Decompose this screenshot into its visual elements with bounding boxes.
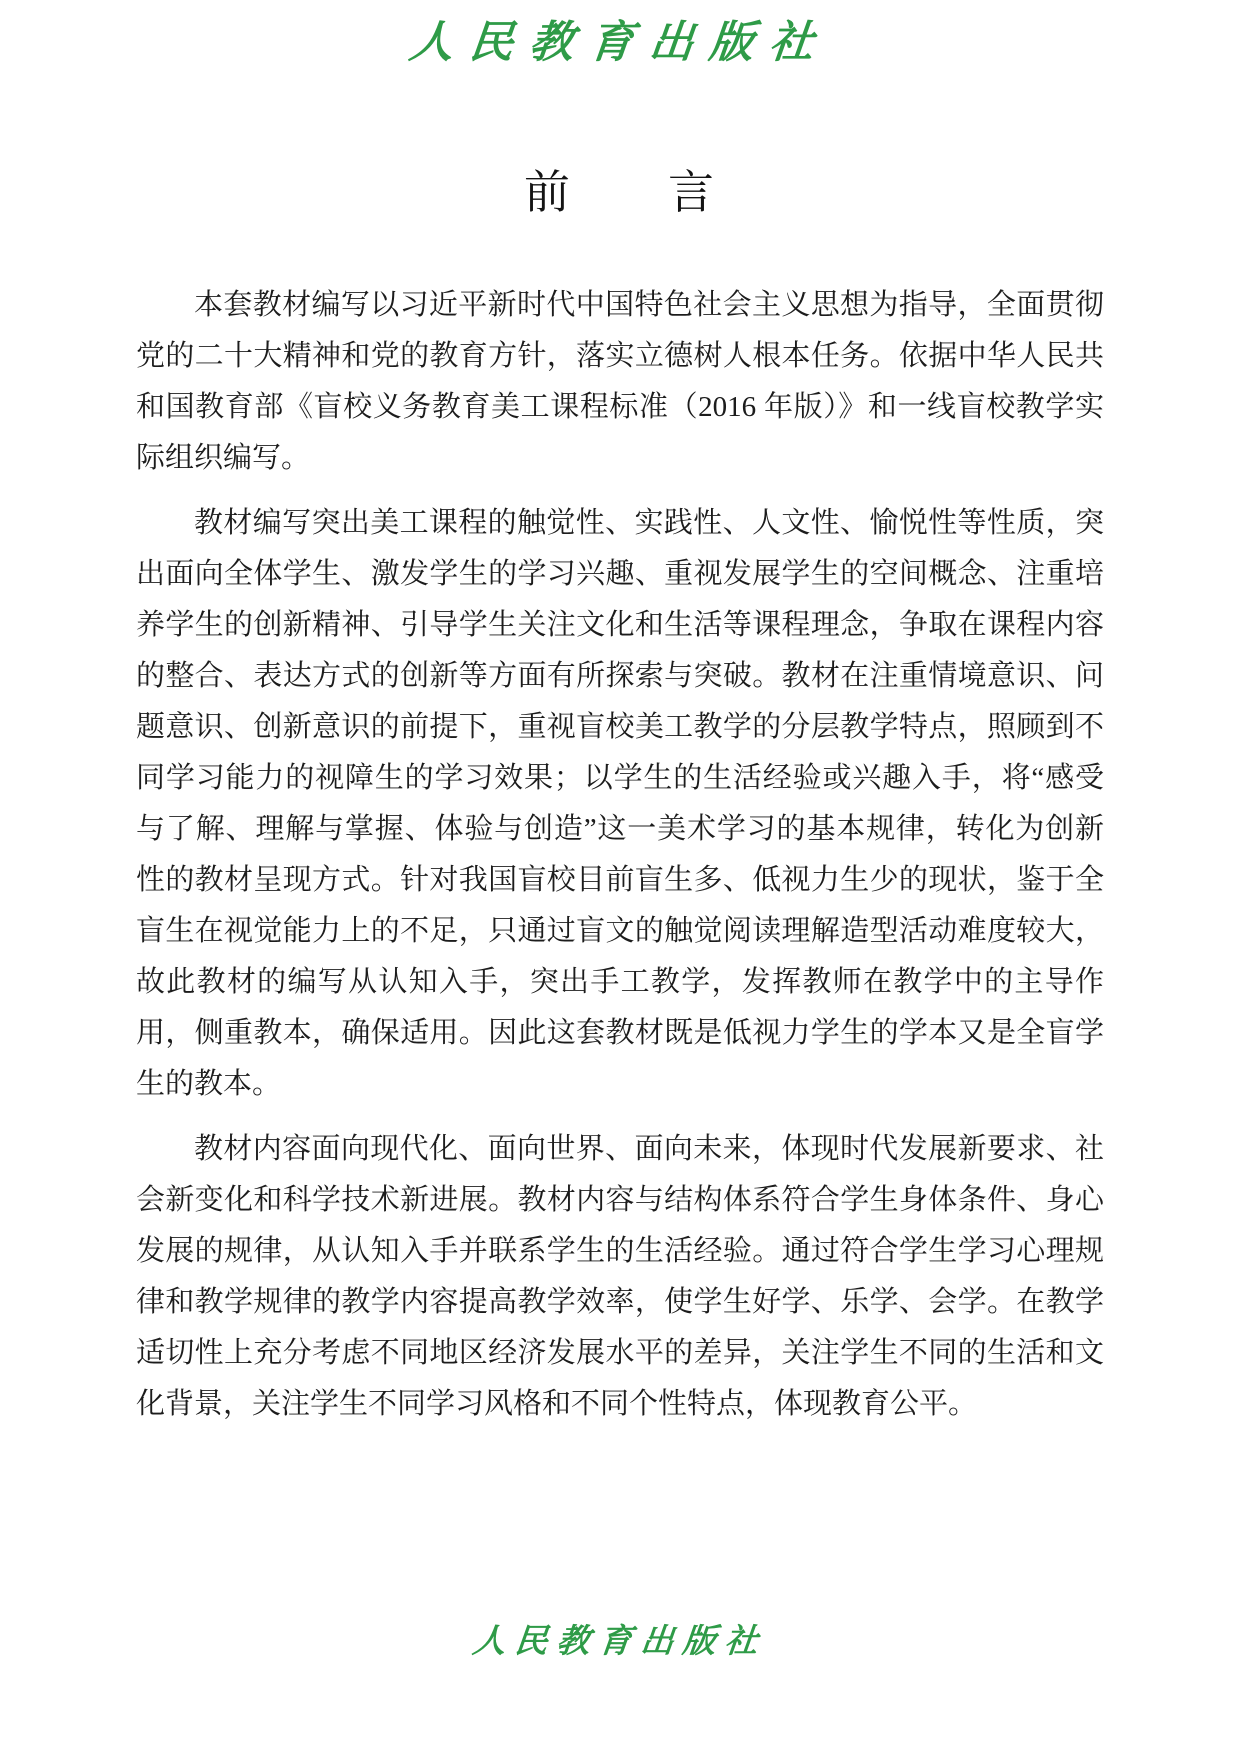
paragraph-1: 本套教材编写以习近平新时代中国特色社会主义思想为指导，全面贯彻党的二十大精神和党的教育方针，落实立德树人根本任务。依据中华人民共和国教育部《盲校义务教育美工课程标准（2016 年版）》和一线盲校教学实际组织编写。 (136, 289, 1104, 474)
preface-body (136, 280, 1104, 1430)
paragraph-2: 教材编写突出美工课程的触觉性、实践性、人文性、愉悦性等性质，突出面向全体学生、激发学生的学习兴趣、重视发展学生的空间概念、注重培养学生的创新精神、引导学生关注文化和生活等课程理念，争取在课程内容的整合、表达方式的创新等方面有所探索与突破。教材在注重情境意识、问题意识、创新意识的前提下，重视盲校美工教学的分层教学特点，照顾到不同学习能力的视障生的学习效果；以学生的生活经验或兴趣入手，将“感受与了解、理解与掌握、体验与创造”这一美术学习的基本规律，转化为创新性的教材呈现方式。针对我国盲校目前盲生多、低视力生少的现状，鉴于全盲生在视觉能力上的不足，只通过盲文的触觉阅读理解造型活动难度较大，故此教材的编写从认知入手，突出手工教学，发挥教师在教学中的主导作用，侧重教本，确保适用。因此这套教材既是低视力学生的学本又是全盲学生的教本。 (136, 507, 1104, 1100)
publisher-logo-top (0, 0, 1240, 70)
publisher-logo-bottom (0, 1615, 1240, 1662)
publisher-logo-top-text: 人民教育出版社 (406, 18, 833, 67)
paragraph-3: 教材内容面向现代化、面向世界、面向未来，体现时代发展新要求、社会新变化和科学技术新进展。教材内容与结构体系符合学生身体条件、身心发展的规律，从认知入手并联系学生的生活经验。通过符合学生学习心理规律和教学规律的教学内容提高教学效率，使学生好学、乐学、会学。在教学适切性上充分考虑不同地区经济发展水平的差异，关注学生不同的生活和文化背景，关注学生不同学习风格和不同个性特点，体现教育公平。 (136, 1133, 1104, 1420)
page-title: 前 言 (524, 167, 716, 218)
publisher-logo-bottom-text: 人民教育出版社 (470, 1624, 769, 1660)
